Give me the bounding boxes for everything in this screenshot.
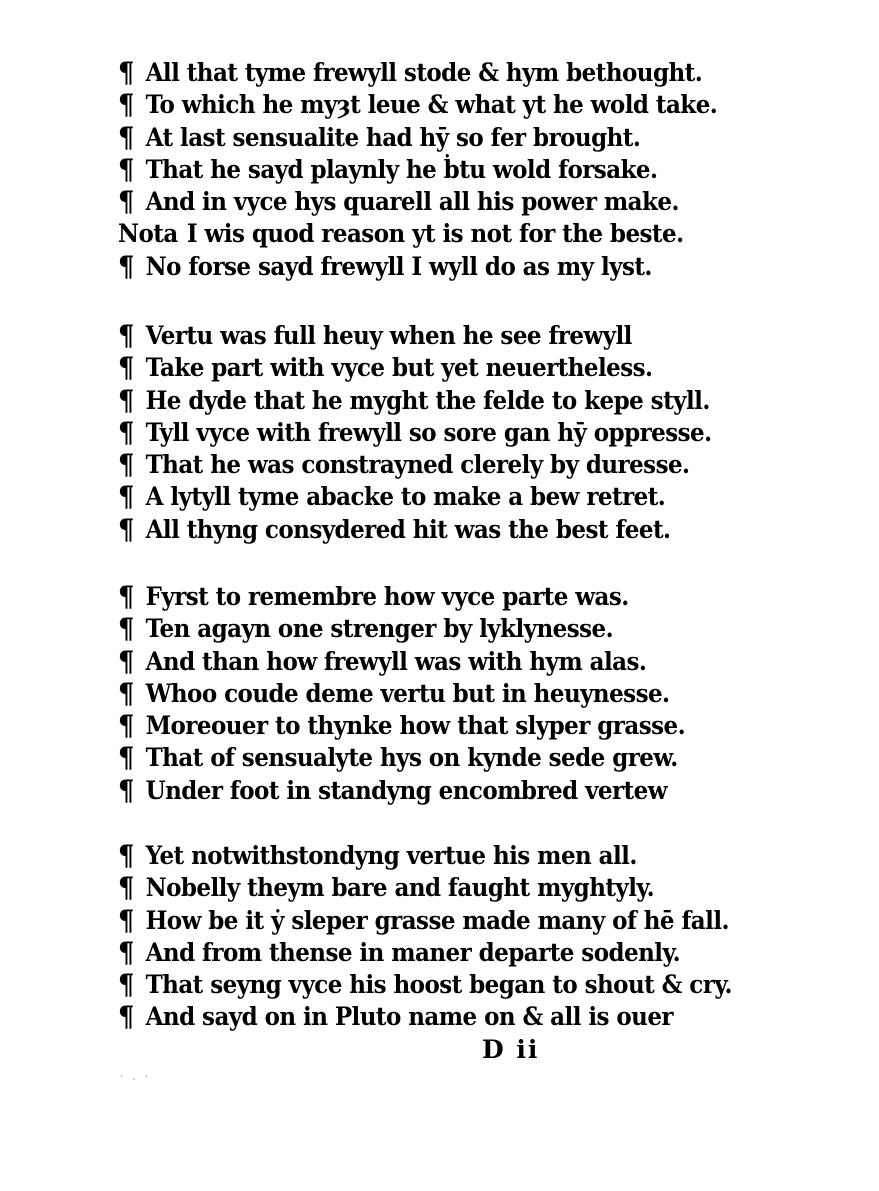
verse-text: Nobelly theym bare and faught myghtyly. [145, 873, 655, 903]
verse-line [118, 937, 707, 969]
verse-text: Moreouer to thynke how that slyper grasse. [145, 711, 686, 741]
verse-line [118, 122, 707, 154]
verse-text: How be it ẏ sleper grasse made many of hē fall. [145, 905, 729, 935]
verse-text: That of sensualyte hys on kynde sede grew. [145, 743, 678, 773]
verse-text: Fyrst to remembre how vyce parte was. [145, 582, 629, 611]
stanza-3 [118, 581, 758, 807]
pilcrow-icon: ¶ [118, 152, 134, 186]
pilcrow-icon: ¶ [118, 644, 134, 678]
pilcrow-icon: ¶ [118, 415, 134, 449]
pilcrow-icon: ¶ [118, 839, 134, 872]
verse-line [118, 449, 707, 481]
verse-line [118, 678, 707, 710]
pilcrow-icon: ¶ [118, 1000, 134, 1034]
pilcrow-icon: ¶ [118, 120, 134, 154]
verse-line [118, 154, 707, 186]
nota-marginal: Nota [118, 219, 178, 249]
verse-text: Vertu was full heuy when he see frewyll [145, 321, 632, 350]
verse-text: That he sayd playnly he ḃtu wold forsake. [145, 154, 658, 184]
pilcrow-icon: ¶ [118, 935, 134, 969]
verse-line [118, 218, 707, 250]
verse-text: Under foot in standyng encombred vertew [145, 775, 667, 805]
verse-line [118, 872, 707, 904]
pilcrow-icon: ¶ [118, 249, 134, 283]
verse-text: I wis quod reason yt is not for the beste. [186, 219, 684, 249]
verse-text: All that tyme frewyll stode & hym bethought. [145, 58, 703, 87]
pilcrow-icon: ¶ [118, 185, 134, 219]
verse-line [118, 1001, 707, 1033]
pilcrow-icon: ¶ [118, 88, 134, 122]
verse-line [118, 57, 707, 89]
verse-text: All thyng consydered hit was the best feet. [145, 514, 671, 544]
stanza-2 [118, 320, 758, 546]
verse-line [118, 481, 707, 513]
verse-text: That seyng vyce his hoost began to shout & cry. [145, 970, 732, 1000]
pilcrow-icon: ¶ [118, 480, 134, 514]
verse-line [118, 352, 707, 384]
verse-line [118, 581, 707, 613]
pilcrow-icon: ¶ [118, 741, 134, 775]
verse-text: Take part with vyce but yet neuertheless. [145, 353, 653, 383]
verse-text: Tyll vyce with frewyll so sore gan hȳ oppresse. [145, 417, 712, 447]
pilcrow-icon: ¶ [118, 448, 134, 482]
ink-specks: · . · [120, 1072, 151, 1083]
pilcrow-icon: ¶ [118, 773, 134, 807]
pilcrow-icon: ¶ [118, 580, 134, 613]
verse-text: And in vyce hys quarell all his power make. [145, 187, 679, 217]
verse-line [118, 415, 712, 449]
verse-line [118, 613, 707, 645]
pilcrow-icon: ¶ [118, 968, 134, 1002]
verse-text: Ten agayn one strenger by lyklynesse. [145, 614, 614, 644]
verse-line [118, 186, 707, 218]
signature-mark: D ii [482, 1035, 540, 1064]
verse-line [118, 646, 707, 678]
pilcrow-icon: ¶ [118, 871, 134, 905]
pilcrow-icon: ¶ [118, 351, 134, 385]
verse-line [118, 968, 732, 1002]
verse-text: And than how frewyll was with hym alas. [145, 646, 647, 676]
pilcrow-icon: ¶ [118, 512, 134, 546]
verse-line [118, 775, 707, 807]
verse-line [118, 742, 707, 774]
verse-text: At last sensualite had hȳ so fer brought. [145, 122, 641, 152]
verse-text: And sayd on in Pluto name on & all is ouer [145, 1002, 673, 1032]
verse-text: He dyde that he myght the felde to kepe styll. [145, 385, 710, 415]
verse-line [118, 320, 707, 352]
verse-line [118, 840, 707, 872]
verse-text: To which he myȝt leue & what yt he wold take. [145, 90, 718, 120]
stanza-4 [118, 840, 758, 1034]
verse-text: Whoo coude deme vertu but in heuynesse. [145, 678, 670, 708]
verse-line [118, 251, 707, 283]
verse-text: That he was constrayned clerely by duresse. [145, 450, 690, 480]
verse-line [118, 903, 729, 937]
verse-line [118, 514, 707, 546]
verse-text: No forse sayd frewyll I wyll do as my lyst. [145, 251, 652, 281]
pilcrow-icon: ¶ [118, 319, 134, 352]
verse-line [118, 383, 710, 417]
verse-text: A lytyll tyme abacke to make a bew retret. [145, 482, 666, 512]
stanza-1 [118, 57, 758, 283]
verse-line [118, 710, 707, 742]
pilcrow-icon: ¶ [118, 383, 134, 417]
verse-text: And from thense in maner departe sodenly. [145, 937, 681, 967]
verse-line [118, 88, 718, 122]
verse-text: Yet notwithstondyng vertue his men all. [145, 841, 637, 870]
pilcrow-icon: ¶ [118, 56, 134, 89]
pilcrow-icon: ¶ [118, 676, 134, 710]
pilcrow-icon: ¶ [118, 903, 134, 937]
pilcrow-icon: ¶ [118, 709, 134, 743]
pilcrow-icon: ¶ [118, 612, 134, 646]
